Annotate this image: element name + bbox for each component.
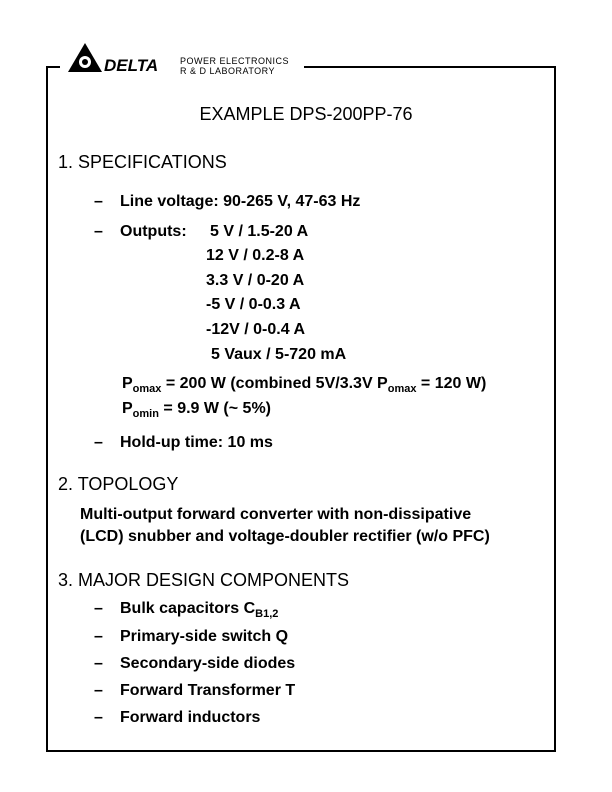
pomax-line: $P_{omax} = 200$ W (combined 5V/3.3V $P_{omax} = 120$ W): [122, 375, 487, 395]
components-heading: 3. MAJOR DESIGN COMPONENTS: [58, 570, 350, 590]
spec-heading: 1. SPECIFICATIONS: [58, 152, 227, 172]
delta-triangle-icon: [68, 42, 172, 74]
bullet: –: [94, 434, 103, 451]
bullet: –: [94, 628, 103, 645]
output-row: -5 V / 0-0.3 A: [206, 296, 301, 313]
bullet: –: [94, 709, 103, 726]
bullet: –: [94, 223, 103, 240]
component-item: Forward Transformer T: [120, 682, 296, 699]
lab-name: [180, 56, 289, 76]
bullet: –: [94, 682, 103, 699]
bullet: –: [94, 600, 103, 617]
output-row: -12V / 0-0.4 A: [206, 321, 306, 338]
lab-line-2: R & D LABORATORY: [180, 66, 276, 76]
topology-heading: 2. TOPOLOGY: [58, 474, 179, 494]
component-item: Secondary-side diodes: [120, 655, 296, 672]
output-row: 5 Vaux / 5-720 mA: [211, 346, 347, 363]
line-voltage: Line voltage: 90-265 V, 47-63 Hz: [120, 193, 361, 210]
page-title: EXAMPLE DPS-200PP-76: [199, 104, 413, 124]
lab-line-1: POWER ELECTRONICS: [180, 56, 290, 66]
output-row: 12 V / 0.2-8 A: [206, 247, 305, 264]
holdup-time: Hold-up time: 10 ms: [120, 434, 273, 451]
pomin-line: $P_{omin} = 9.9$ W (~ 5%): [122, 400, 271, 420]
component-item: Forward inductors: [120, 709, 261, 726]
bullet: –: [94, 655, 103, 672]
component-item: Bulk capacitors $C_{B1,2}$: [120, 600, 279, 620]
outputs-label: Outputs:: [120, 223, 187, 240]
bullet: –: [94, 193, 103, 210]
output-row: 5 V / 1.5-20 A: [210, 223, 309, 240]
delta-logo: [68, 42, 172, 79]
topology-line-2: (LCD) snubber and voltage-doubler rectifier (w/o PFC): [80, 528, 490, 545]
topology-line-1: Multi-output forward converter with non-dissipative: [80, 506, 472, 523]
output-row: 3.3 V / 0-20 A: [206, 272, 305, 289]
logo-text: DELTA: [104, 56, 159, 74]
component-item: Primary-side switch Q: [120, 628, 289, 645]
